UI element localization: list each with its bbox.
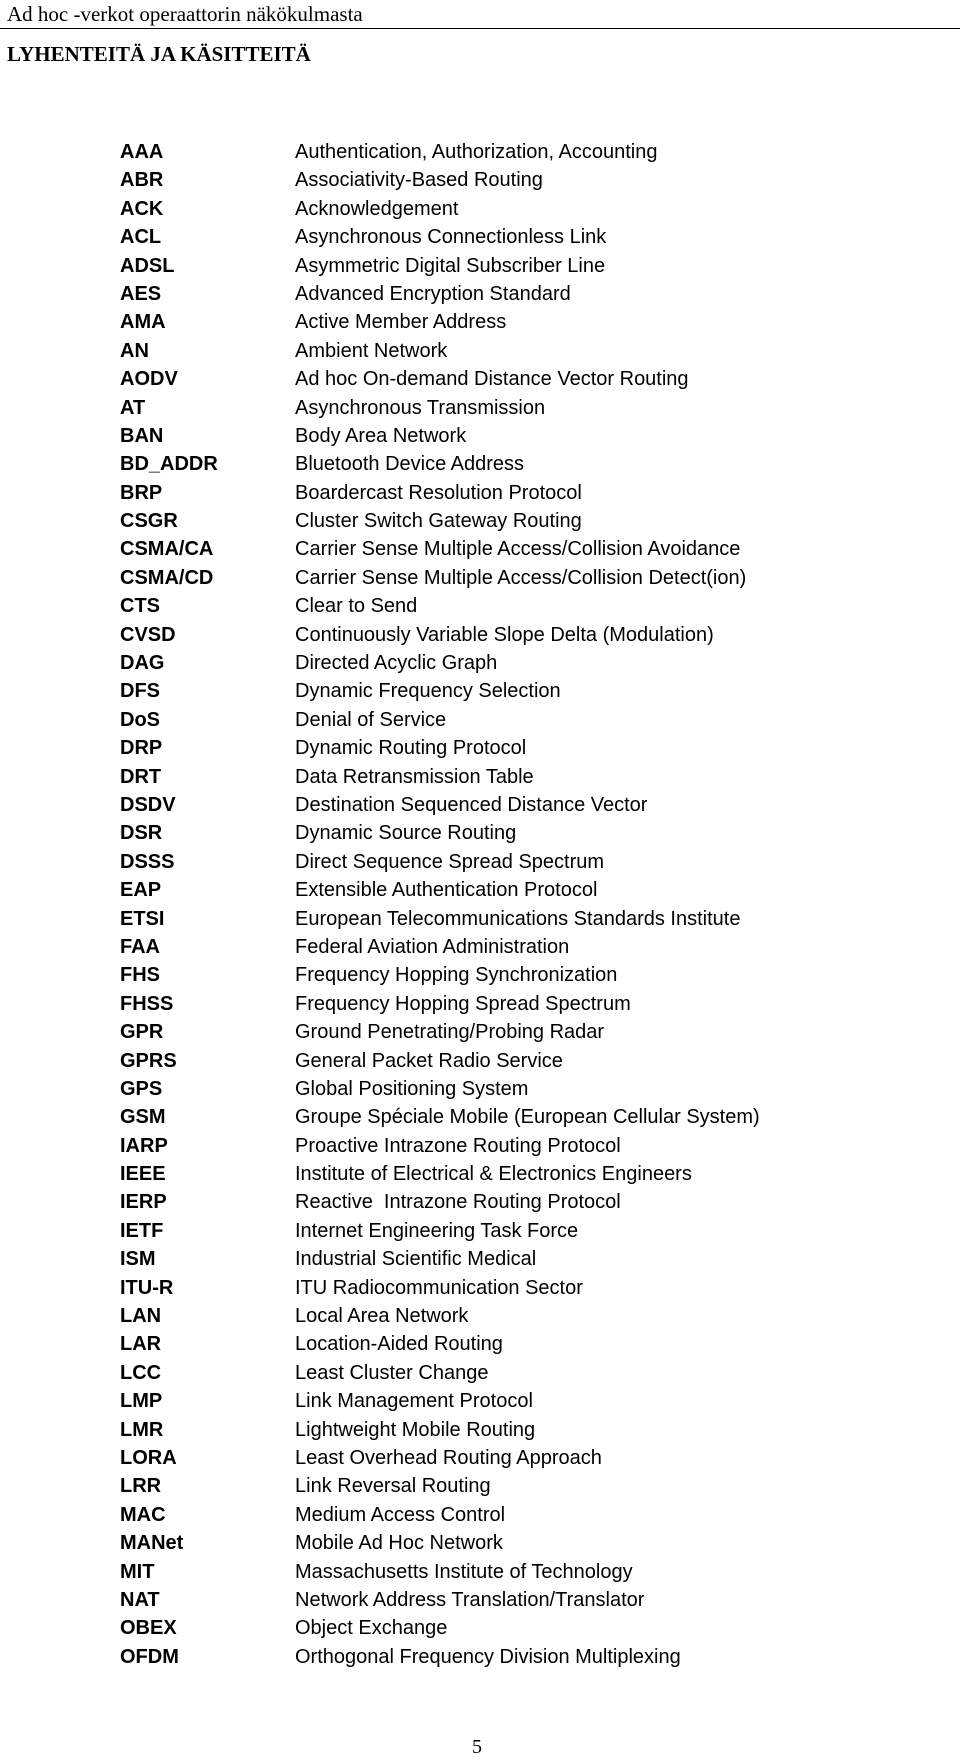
abbreviation-row [0, 1501, 960, 1529]
abbreviation-row [0, 1558, 960, 1586]
abbreviation-row [0, 677, 960, 705]
abbreviation-term: MIT [120, 1560, 155, 1583]
abbreviation-row [0, 450, 960, 478]
abbreviation-term: ITU-R [120, 1276, 174, 1299]
abbreviation-term: AMA [120, 311, 166, 334]
abbreviation-term: DSR [120, 822, 163, 845]
abbreviation-definition: Continuously Variable Slope Delta (Modulation) [295, 623, 714, 646]
abbreviation-definition: Proactive Intrazone Routing Protocol [295, 1134, 621, 1157]
abbreviation-row [0, 933, 960, 961]
abbreviation-term: LCC [120, 1361, 162, 1384]
abbreviation-row [0, 1075, 960, 1103]
abbreviation-term: OBEX [120, 1617, 177, 1640]
abbreviation-row [0, 1586, 960, 1614]
header-divider [0, 28, 960, 29]
abbreviation-definition: Massachusetts Institute of Technology [295, 1560, 633, 1583]
abbreviation-definition: Acknowledgement [295, 197, 459, 220]
abbreviation-definition: Direct Sequence Spread Spectrum [295, 850, 605, 873]
abbreviation-term: NAT [120, 1588, 160, 1611]
abbreviation-definition: Dynamic Routing Protocol [295, 737, 527, 760]
abbreviation-definition: Frequency Hopping Synchronization [295, 964, 618, 987]
abbreviation-row [0, 394, 960, 422]
abbreviation-term: OFDM [120, 1645, 179, 1668]
abbreviation-row [0, 308, 960, 336]
abbreviation-definition: Body Area Network [295, 424, 467, 447]
abbreviation-term: GPRS [120, 1049, 177, 1072]
page-title: LYHENTEITÄ JA KÄSITTEITÄ [7, 42, 311, 66]
abbreviation-row [0, 734, 960, 762]
abbreviation-term: DoS [120, 708, 160, 731]
abbreviation-definition: Lightweight Mobile Routing [295, 1418, 536, 1441]
abbreviation-definition: Least Overhead Routing Approach [295, 1446, 602, 1469]
abbreviation-term: LMR [120, 1418, 164, 1441]
abbreviation-term: ACK [120, 197, 164, 220]
abbreviation-term: AN [120, 339, 149, 362]
abbreviation-row [0, 223, 960, 251]
abbreviation-definition: Associativity-Based Routing [295, 169, 543, 192]
abbreviation-definition: European Telecommunications Standards Institute [295, 907, 741, 930]
abbreviation-row [0, 280, 960, 308]
abbreviation-definition: Local Area Network [295, 1305, 469, 1328]
abbreviation-definition: Ground Penetrating/Probing Radar [295, 1021, 605, 1044]
abbreviation-row [0, 1160, 960, 1188]
abbreviation-term: MAC [120, 1503, 166, 1526]
abbreviation-term: DRT [120, 765, 162, 788]
abbreviation-definition: Institute of Electrical & Electronics Engineers [295, 1163, 692, 1186]
abbreviation-row [0, 1047, 960, 1075]
abbreviation-term: MANet [120, 1532, 184, 1555]
abbreviation-term: DFS [120, 680, 160, 703]
abbreviation-row [0, 791, 960, 819]
abbreviation-row [0, 1274, 960, 1302]
abbreviation-definition: Ambient Network [295, 339, 448, 362]
abbreviation-term: GPS [120, 1077, 163, 1100]
abbreviation-definition: Internet Engineering Task Force [295, 1219, 579, 1242]
abbreviation-row [0, 479, 960, 507]
abbreviation-definition: Object Exchange [295, 1617, 448, 1640]
abbreviation-term: BD_ADDR [120, 453, 218, 476]
abbreviation-definition: Federal Aviation Administration [295, 935, 570, 958]
abbreviation-row [0, 365, 960, 393]
abbreviation-row [0, 422, 960, 450]
abbreviation-definition: Extensible Authentication Protocol [295, 879, 598, 902]
abbreviation-row [0, 592, 960, 620]
abbreviation-row [0, 507, 960, 535]
abbreviation-term: CTS [120, 595, 160, 618]
abbreviation-row [0, 1529, 960, 1557]
abbreviation-term: DSSS [120, 850, 175, 873]
abbreviation-term: LRR [120, 1475, 162, 1498]
abbreviation-term: DRP [120, 737, 163, 760]
abbreviation-term: BRP [120, 481, 163, 504]
abbreviation-row [0, 819, 960, 847]
abbreviation-row [0, 1018, 960, 1046]
abbreviation-row [0, 535, 960, 563]
abbreviation-term: LAN [120, 1305, 162, 1328]
abbreviation-term: CSMA/CA [120, 538, 214, 561]
abbreviation-row [0, 1472, 960, 1500]
abbreviation-definition: Carrier Sense Multiple Access/Collision Avoidance [295, 538, 741, 561]
abbreviation-row [0, 337, 960, 365]
abbreviation-row [0, 1614, 960, 1642]
page-number: 5 [472, 1736, 482, 1758]
abbreviation-term: LMP [120, 1390, 163, 1413]
abbreviation-term: LAR [120, 1333, 162, 1356]
abbreviation-definition: Bluetooth Device Address [295, 453, 525, 476]
abbreviation-definition: Dynamic Source Routing [295, 822, 517, 845]
abbreviation-term: GPR [120, 1021, 164, 1044]
abbreviation-term: CSMA/CD [120, 566, 214, 589]
abbreviation-definition: Data Retransmission Table [295, 765, 534, 788]
abbreviation-definition: Medium Access Control [295, 1503, 506, 1526]
abbreviation-row [0, 848, 960, 876]
abbreviation-definition: Ad hoc On-demand Distance Vector Routing [295, 368, 689, 391]
abbreviation-term: IARP [120, 1134, 168, 1157]
abbreviation-term: CSGR [120, 510, 178, 533]
abbreviation-row [0, 1132, 960, 1160]
abbreviation-term: GSM [120, 1106, 166, 1129]
abbreviation-row [0, 166, 960, 194]
abbreviation-term: IEEE [120, 1163, 166, 1186]
abbreviation-row [0, 138, 960, 166]
abbreviation-definition: Link Reversal Routing [295, 1475, 491, 1498]
abbreviation-term: FHSS [120, 992, 174, 1015]
abbreviation-definition: Directed Acyclic Graph [295, 652, 498, 675]
abbreviation-row [0, 1387, 960, 1415]
abbreviation-term: AODV [120, 368, 178, 391]
abbreviation-row [0, 252, 960, 280]
abbreviation-definition: Clear to Send [295, 595, 418, 618]
abbreviation-row [0, 1302, 960, 1330]
abbreviation-definition: Dynamic Frequency Selection [295, 680, 561, 703]
abbreviation-definition: Industrial Scientific Medical [295, 1248, 537, 1271]
abbreviation-row [0, 1245, 960, 1273]
abbreviation-definition: Reactive Intrazone Routing Protocol [295, 1191, 621, 1214]
abbreviation-term: ETSI [120, 907, 165, 930]
abbreviation-row [0, 905, 960, 933]
abbreviation-definition: ITU Radiocommunication Sector [295, 1276, 583, 1299]
abbreviation-definition: Cluster Switch Gateway Routing [295, 510, 582, 533]
abbreviation-row [0, 990, 960, 1018]
abbreviation-definition: Global Positioning System [295, 1077, 529, 1100]
abbreviation-definition: Authentication, Authorization, Accounting [295, 141, 658, 163]
abbreviation-definition: Link Management Protocol [295, 1390, 533, 1413]
abbreviation-definition: Asynchronous Connectionless Link [295, 226, 607, 249]
abbreviation-term: FAA [120, 935, 160, 958]
abbreviation-definition: Orthogonal Frequency Division Multiplexing [295, 1645, 681, 1668]
abbreviation-definition: Frequency Hopping Spread Spectrum [295, 992, 631, 1015]
abbreviation-row [0, 649, 960, 677]
abbreviation-row [0, 1103, 960, 1131]
abbreviation-term: BAN [120, 424, 164, 447]
abbreviation-term: ADSL [120, 254, 175, 277]
abbreviation-definition: Least Cluster Change [295, 1361, 489, 1384]
abbreviation-definition: Asymmetric Digital Subscriber Line [295, 254, 606, 277]
abbreviation-row [0, 621, 960, 649]
abbreviation-row [0, 961, 960, 989]
abbreviation-row [0, 763, 960, 791]
abbreviation-row [0, 195, 960, 223]
abbreviation-definition: Asynchronous Transmission [295, 396, 546, 419]
abbreviation-definition: Active Member Address [295, 311, 507, 334]
abbreviation-term: EAP [120, 879, 162, 902]
abbreviation-row [0, 1330, 960, 1358]
abbreviation-term: CVSD [120, 623, 176, 646]
abbreviation-definition: Mobile Ad Hoc Network [295, 1532, 503, 1555]
abbreviation-row [0, 1359, 960, 1387]
abbreviation-definition: General Packet Radio Service [295, 1049, 563, 1072]
abbreviation-row [0, 564, 960, 592]
abbreviation-definition: Advanced Encryption Standard [295, 282, 571, 305]
abbreviation-definition: Location-Aided Routing [295, 1333, 503, 1356]
abbreviation-row [0, 1217, 960, 1245]
running-header: Ad hoc -verkot operaattorin näkökulmasta [7, 2, 363, 26]
abbreviation-term: FHS [120, 964, 160, 987]
abbreviation-term: IERP [120, 1191, 167, 1214]
abbreviation-term: AES [120, 282, 162, 305]
abbreviation-definition: Groupe Spéciale Mobile (European Cellular System) [295, 1106, 760, 1129]
abbreviation-definition: Network Address Translation/Translator [295, 1588, 645, 1611]
abbreviation-term: IETF [120, 1219, 164, 1242]
abbreviation-definition: Boardercast Resolution Protocol [295, 481, 582, 504]
abbreviation-term: DSDV [120, 793, 176, 816]
abbreviation-definition: Destination Sequenced Distance Vector [295, 793, 648, 816]
abbreviation-row [0, 876, 960, 904]
abbreviation-term: ISM [120, 1248, 156, 1271]
abbreviation-definition: Carrier Sense Multiple Access/Collision Detect(ion) [295, 566, 747, 589]
abbreviation-row [0, 1444, 960, 1472]
abbreviation-definition: Denial of Service [295, 708, 447, 731]
abbreviation-term: DAG [120, 652, 165, 675]
abbreviation-row [0, 706, 960, 734]
abbreviation-term: AAA [120, 141, 164, 163]
abbreviation-term: ACL [120, 226, 162, 249]
abbreviation-list [0, 138, 960, 1671]
abbreviation-row [0, 1188, 960, 1216]
abbreviation-row [0, 1643, 960, 1671]
abbreviation-row [0, 1416, 960, 1444]
abbreviation-term: AT [120, 396, 146, 419]
abbreviation-term: ABR [120, 169, 164, 192]
abbreviation-term: LORA [120, 1446, 177, 1469]
